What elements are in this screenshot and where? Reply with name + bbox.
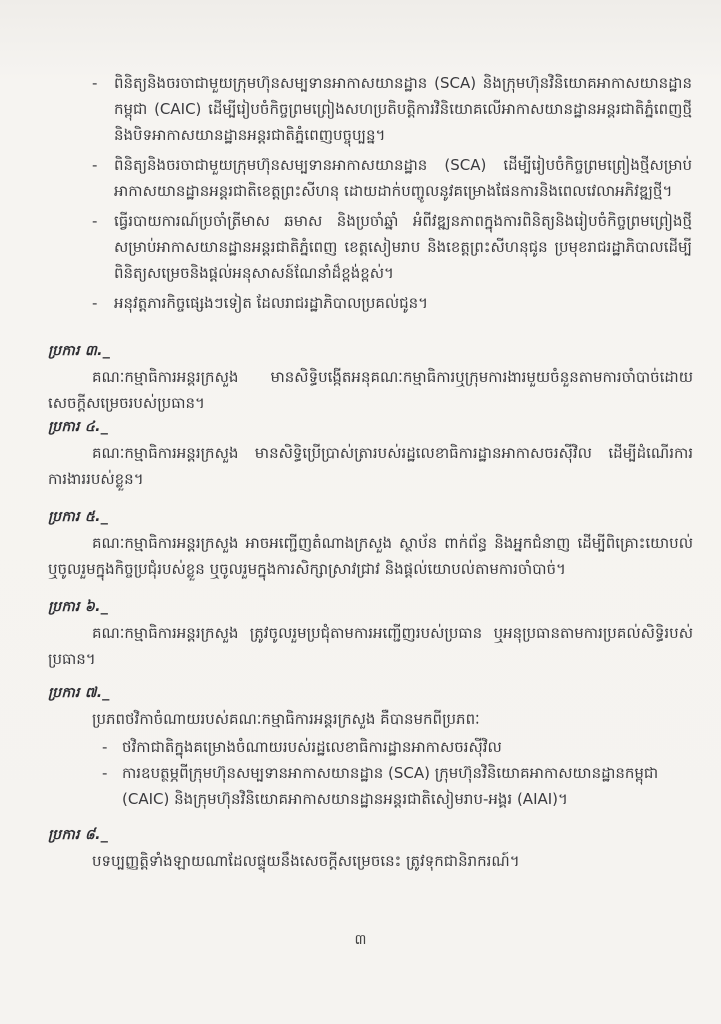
article-body: គណៈកម្មាធិការអន្តរក្រសួង ត្រូវចូលរួមប្រជុំតាមការអញ្ជើញរបស់ប្រធាន ឬអនុប្រធានតាមការប្រគល់សិទ្ធិរបស់ប្រធាន។ [48,624,693,668]
bullet-item [92,152,692,204]
article-4 [48,416,693,492]
bullet-item [92,208,692,286]
bullet-text: ពិនិត្យនិងចរចាជាមួយក្រុមហ៊ុនសម្បទានអាកាសយានដ្ឋាន (SCA) ដើម្បីរៀបចំកិច្ចព្រមព្រៀងថ្មីសម្រាប់អាកាសយានដ្ឋានអន្តរជាតិខេត្តព្រះសីហនុ ដោយដាក់បញ្ចូលនូវគម្រោងផែនការនិងពេលវេលាអភិវឌ្ឍថ្មី។ [114,156,692,200]
bullet-text: ធ្វើរបាយការណ៍ប្រចាំត្រីមាស ឆមាស និងប្រចាំឆ្នាំ អំពីវឌ្ឍនភាពក្នុងការពិនិត្យនិងរៀបចំកិច្ចព្រមព្រៀងថ្មីសម្រាប់អាកាសយានដ្ឋានអន្តរជាតិភ្នំពេញ ខេត្តសៀមរាប និងខេត្តព្រះសីហនុជូន ប្រមុខរាជរដ្ឋាភិបាលដើម្បីពិនិត្យសម្រេចនិងផ្តល់អនុសាសន៍ណែនាំដ៏ខ្ពង់ខ្ពស់។ [114,212,692,282]
article-title: ប្រការ ៥._ [48,509,109,525]
bullet-item [92,70,692,148]
funding-source-item [102,760,693,812]
article-body: គណៈកម្មាធិការអន្តរក្រសួង មានសិទ្ធិបង្កើតអនុគណៈកម្មាធិការឬក្រុមការងារមួយចំនួនតាមការចាំបាច់ដោយសេចក្តីសម្រេចរបស់ប្រធាន។ [48,368,693,412]
bullet-text: អនុវត្តភារកិច្ចផ្សេងៗទៀត ដែលរាជរដ្ឋាភិបាលប្រគល់ជូន។ [114,294,429,312]
article-body: ប្រភពថវិកាចំណាយរបស់គណៈកម្មាធិការអន្តរក្រសួង គឺបានមកពីប្រភពៈ [92,710,480,728]
bullet-text: ពិនិត្យនិងចរចាជាមួយក្រុមហ៊ុនសម្បទានអាកាសយានដ្ឋាន (SCA) និងក្រុមហ៊ុនវិនិយោគអាកាសយានដ្ឋានកម្ពុជា (CAIC) ដើម្បីរៀបចំកិច្ចព្រមព្រៀងសហប្រតិបត្តិការវិនិយោគលើអាកាសយានដ្ឋានអន្តរជាតិភ្នំពេញថ្មី និងបិទអាកាសយានដ្ឋានអន្តរជាតិភ្នំពេញបច្ចុប្បន្ន។ [114,74,692,144]
article-body: គណៈកម្មាធិការអន្តរក្រសួង អាចអញ្ជើញតំណាងក្រសួង ស្ថាប័ន ពាក់ព័ន្ធ និងអ្នកជំនាញ ដើម្បីពិគ្រោះយោបល់ ឬចូលរួមក្នុងកិច្ចប្រជុំរបស់ខ្លួន ឬចូលរួមក្នុងការសិក្សាស្រាវជ្រាវ និងផ្តល់យោបល់តាមការចាំបាច់។ [48,534,693,578]
dash-marker: - [92,74,98,92]
funding-source-text: ថវិកាជាតិក្នុងគម្រោងចំណាយរបស់រដ្ឋលេខាធិការដ្ឋានអាកាសចរស៊ីវិល [122,738,502,756]
dash-marker: - [102,764,108,782]
article-title: ប្រការ ៤._ [48,419,109,435]
article-title: ប្រការ ៦._ [48,599,109,615]
article-7 [48,682,693,812]
article-body: គណៈកម្មាធិការអន្តរក្រសួង មានសិទ្ធិប្រើប្រាស់ត្រារបស់រដ្ឋលេខាធិការដ្ឋានអាកាសចរស៊ីវិល ដើម្បីដំណើរការការងាររបស់ខ្លួន។ [48,444,693,488]
dash-marker: - [92,212,98,230]
article-body: បទប្បញ្ញត្តិទាំងឡាយណាដែលផ្ទុយនឹងសេចក្តីសម្រេចនេះ ត្រូវទុកជានិរាករណ៍។ [92,852,520,870]
funding-source-list [102,734,693,812]
funding-source-text: ការឧបត្ថម្ភពីក្រុមហ៊ុនសម្បទានអាកាសយានដ្ឋាន (SCA) ក្រុមហ៊ុនវិនិយោគអាកាសយានដ្ឋានកម្ពុជា (CAIC) និងក្រុមហ៊ុនវិនិយោគអាកាសយានដ្ឋានអន្តរជាតិសៀមរាប-អង្គរ (AIAI)។ [122,764,659,808]
article-5 [48,506,693,582]
page-number: ៣ [354,932,367,948]
bullet-list [92,70,692,320]
dash-marker: - [92,294,98,312]
bullet-item [92,290,692,316]
funding-source-item [102,734,693,760]
article-title: ប្រការ ៨._ [48,827,109,843]
article-title: ប្រការ ៧._ [48,685,110,701]
article-title: ប្រការ ៣._ [48,343,111,359]
article-8 [48,824,693,874]
dash-marker: - [92,156,98,174]
article-6 [48,596,693,672]
article-3 [48,340,693,416]
dash-marker: - [102,738,108,756]
